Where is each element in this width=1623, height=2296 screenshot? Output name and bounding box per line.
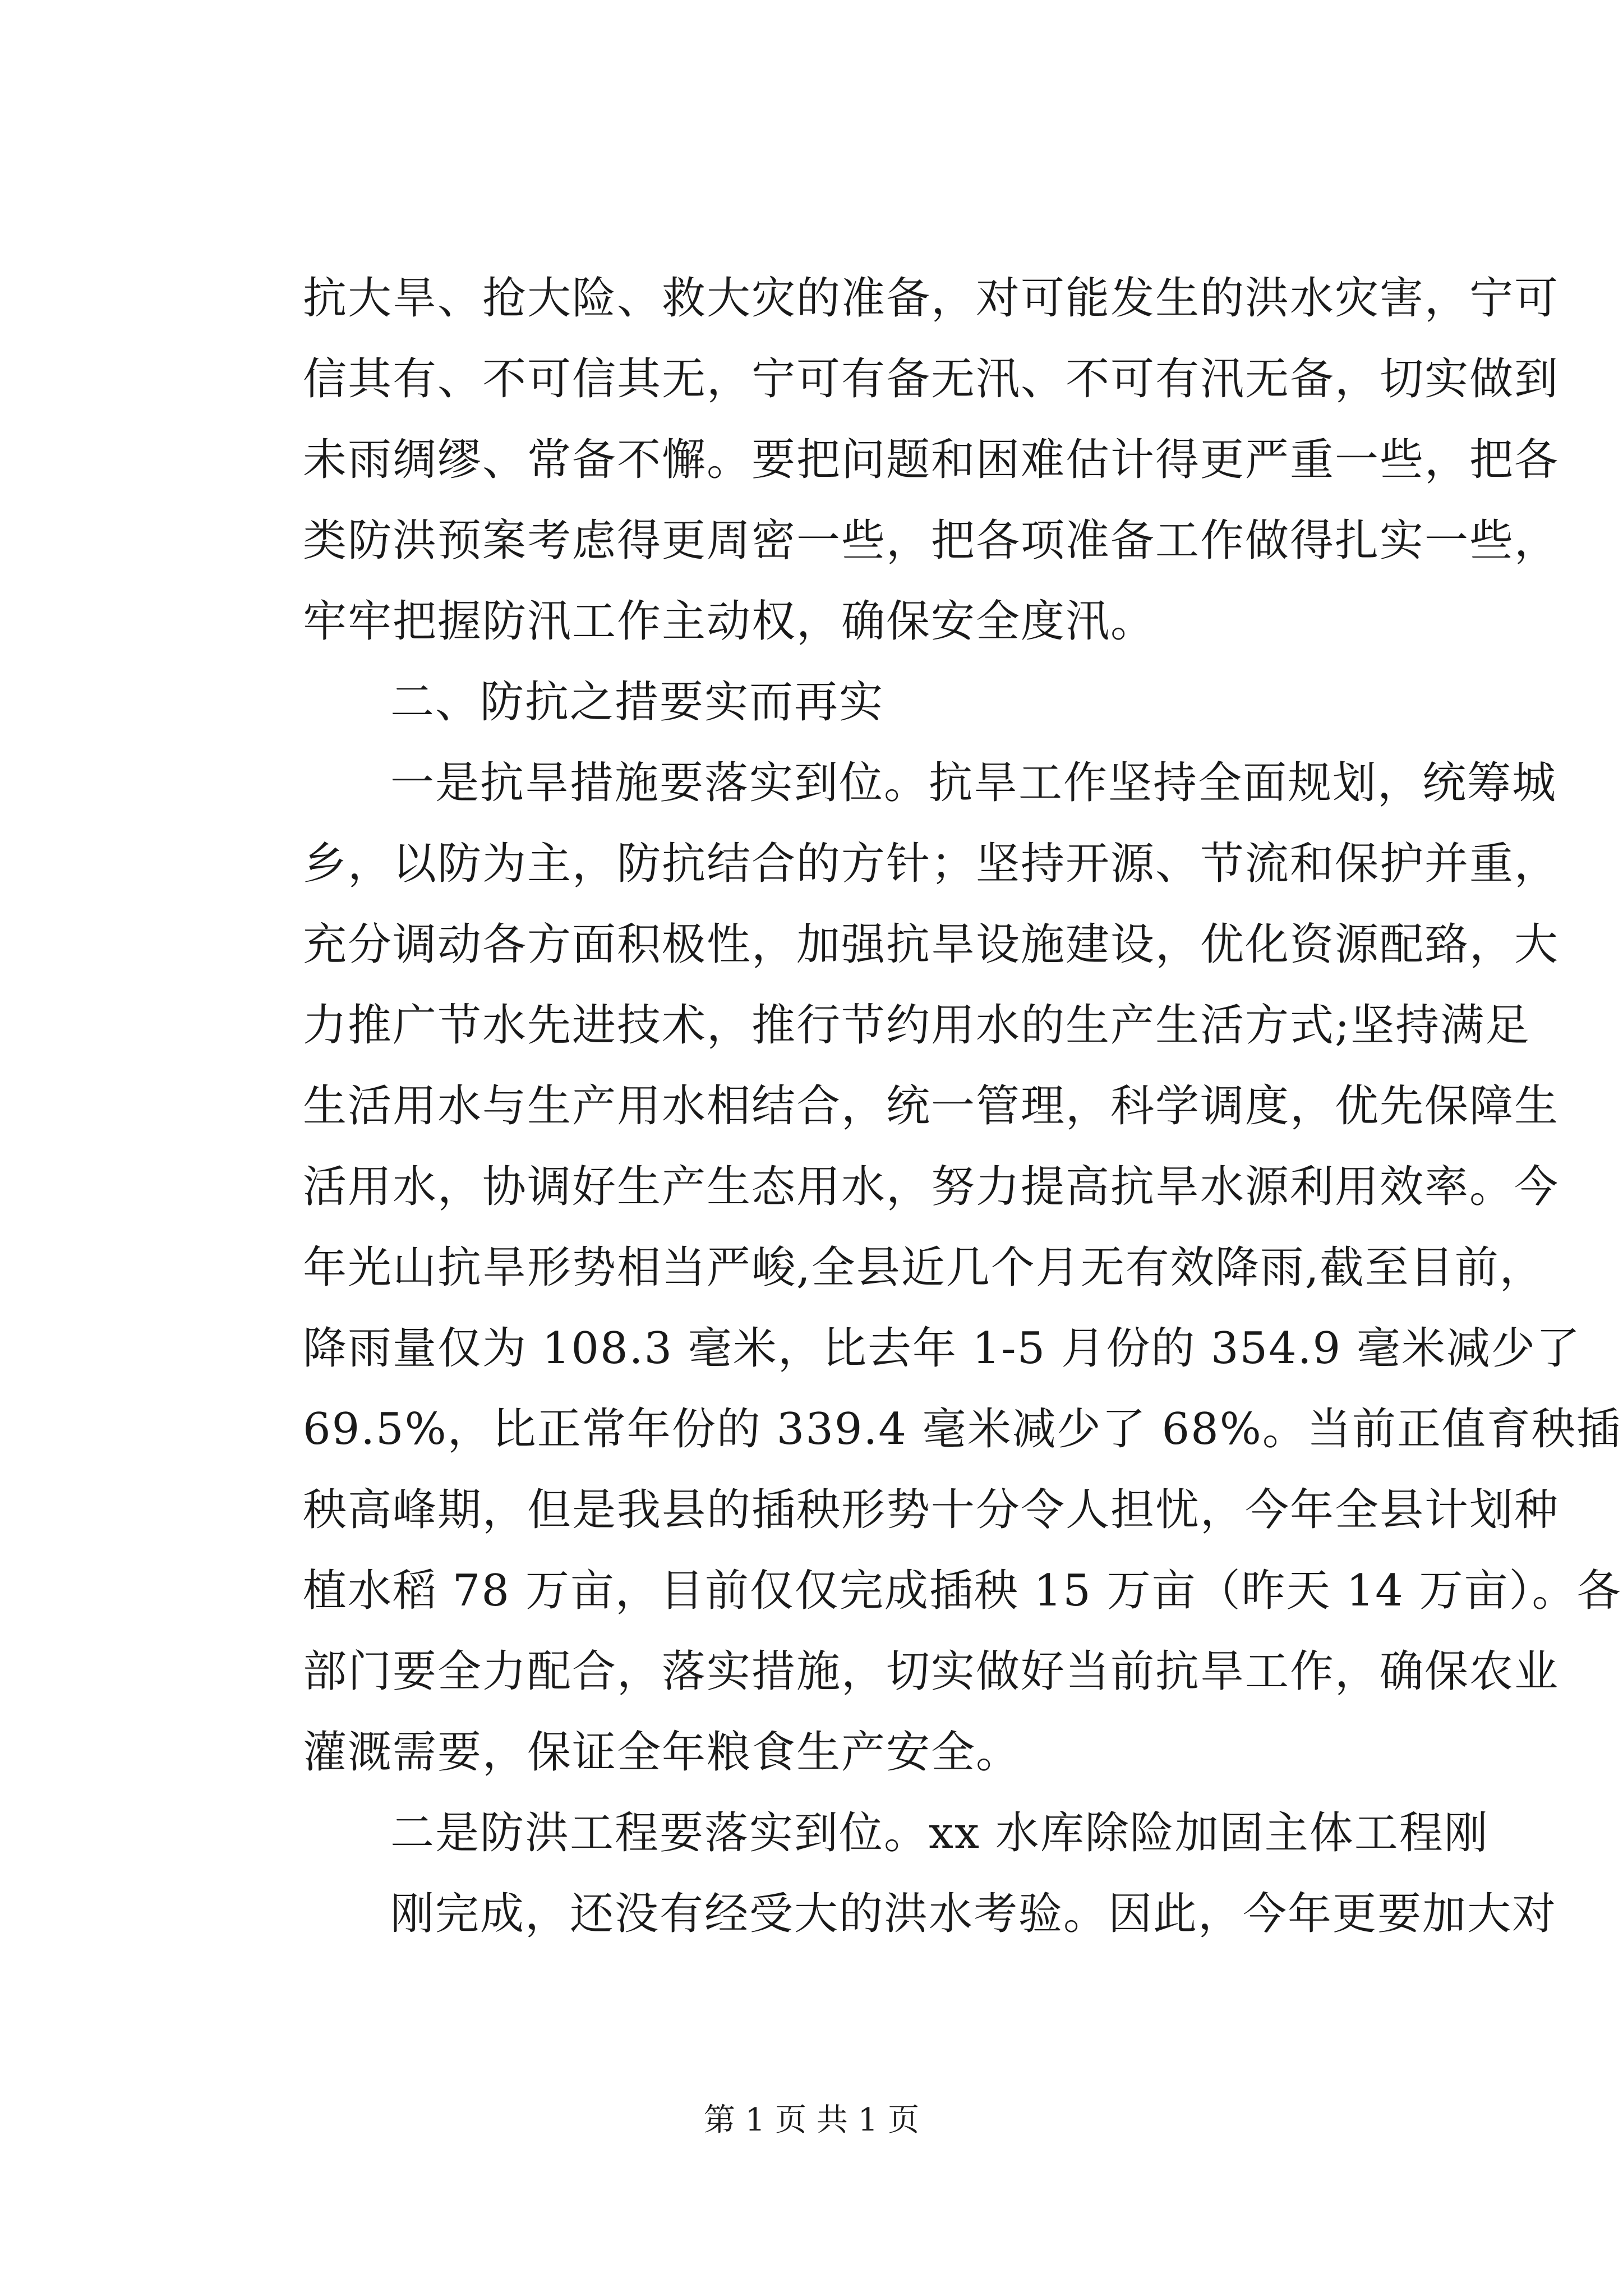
text-line: 灌溉需要，保证全年粮食生产安全。 — [303, 1727, 1021, 1778]
text-line: 生活用水与生产用水相结合，统一管理，科学调度，优先保障生 — [303, 1081, 1560, 1131]
text-line: 植水稻 78 万亩，目前仅仅完成插秧 15 万亩（昨天 14 万亩）。各 — [303, 1566, 1622, 1616]
text-line: 69.5%，比正常年份的 339.4 毫米减少了 68%。当前正值育秧插 — [303, 1404, 1621, 1455]
text-line: 二、防抗之措要实而再实 — [390, 677, 884, 728]
text-line: 活用水，协调好生产生态用水，努力提高抗旱水源利用效率。今 — [303, 1162, 1560, 1212]
text-line: 信其有、不可信其无，宁可有备无汛、不可有汛无备，切实做到 — [303, 354, 1560, 404]
text-line: 类防洪预案考虑得更周密一些，把各项准备工作做得扎实一些， — [303, 516, 1560, 566]
text-line: 充分调动各方面积极性，加强抗旱设施建设，优化资源配臵，大 — [303, 919, 1560, 970]
text-line: 牢牢把握防汛工作主动权，确保安全度汛。 — [303, 596, 1156, 647]
text-line: 一是抗旱措施要落实到位。抗旱工作坚持全面规划，统筹城 — [390, 758, 1557, 808]
text-line: 秧高峰期，但是我县的插秧形势十分令人担忧，今年全县计划种 — [303, 1485, 1560, 1535]
text-line: 二是防洪工程要落实到位。xx 水库除险加固主体工程刚 — [390, 1808, 1489, 1858]
text-line: 刚完成，还没有经受大的洪水考验。因此，今年更要加大对 — [390, 1889, 1557, 1939]
text-line: 部门要全力配合，落实措施，切实做好当前抗旱工作，确保农业 — [303, 1646, 1560, 1697]
text-line: 年光山抗旱形势相当严峻,全县近几个月无有效降雨,截至目前， — [303, 1243, 1544, 1293]
text-line: 乡，以防为主，防抗结合的方针；坚持开源、节流和保护并重， — [303, 839, 1560, 889]
text-line: 未雨绸缪、常备不懈。要把问题和困难估计得更严重一些，把各 — [303, 435, 1560, 485]
page-footer: 第 1 页 共 1 页 — [703, 2102, 920, 2138]
document-body — [303, 258, 1622, 1954]
text-line: 抗大旱、抢大险、救大灾的准备，对可能发生的洪水灾害，宁可 — [303, 273, 1560, 324]
text-line: 降雨量仅为 108.3 毫米，比去年 1-5 月份的 354.9 毫米减少了 — [303, 1323, 1581, 1374]
text-line: 力推广节水先进技术，推行节约用水的生产生活方式;坚持满足 — [303, 1000, 1530, 1051]
